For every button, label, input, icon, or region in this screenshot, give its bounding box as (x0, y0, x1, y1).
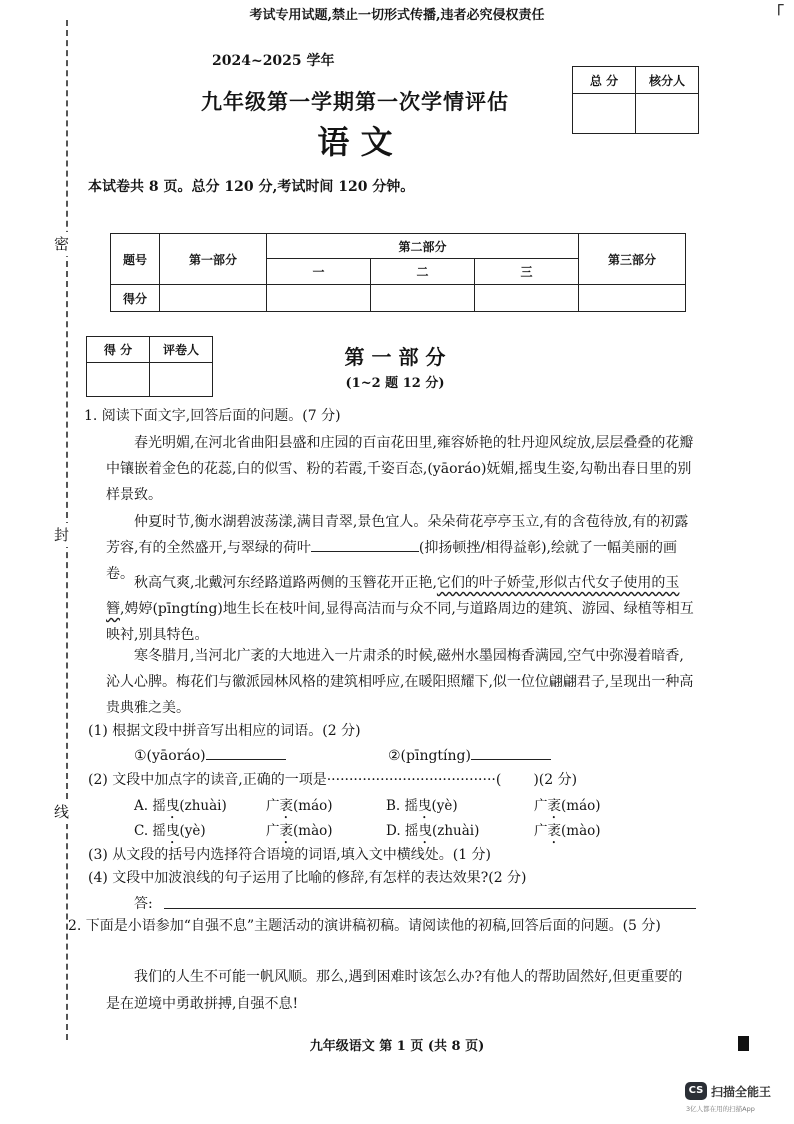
corner-mark: 「 (768, 3, 785, 22)
q1-sub1-a (134, 745, 286, 767)
q1-fill-blank[interactable] (311, 551, 419, 552)
scanner-tagline: 3亿人都在用的扫描App (686, 1105, 755, 1113)
q2-stem: 2. 下面是小语参加“自强不息”主题活动的演讲稿初稿。请阅读他的初稿,回答后面的问题。(5 分) (68, 918, 661, 934)
score-cell-part2-1[interactable] (267, 285, 371, 312)
checker-cell[interactable] (636, 94, 699, 134)
q1-option-c-b: 广袤(mào) (266, 823, 333, 839)
q1-answer-line[interactable] (164, 908, 696, 909)
scanner-logo-icon: CS (685, 1082, 707, 1100)
q1-option-b[interactable]: B. 摇曳(yè) (386, 798, 458, 814)
score-table (110, 233, 686, 312)
part2-header: 第二部分 (267, 234, 579, 259)
grader-box (86, 336, 213, 397)
scanner-name: 扫描全能王 (711, 1085, 772, 1099)
grader-name-cell[interactable] (150, 363, 213, 397)
grader-score-cell[interactable] (87, 363, 150, 397)
exam-notice: 考试专用试题,禁止一切形式传播,违者必究侵权责任 (249, 8, 545, 23)
q1-sub1-b-pinyin: ②(pīngtíng) (388, 748, 471, 764)
q1-para2-text-b: (抑扬顿挫/相得益彰),绘就了一幅美丽的画卷。 (106, 540, 677, 582)
q1-sub3: (3) 从文段的括号内选择符合语境的词语,填入文中横线处。(1 分) (88, 847, 492, 863)
q1-sub1-a-pinyin: ①(yāoráo) (134, 748, 206, 764)
score-cell-part2-2[interactable] (371, 285, 475, 312)
q1-option-b-b: 广袤(máo) (534, 798, 601, 814)
q1-sub1-b (388, 745, 551, 767)
score-cell-part2-3[interactable] (475, 285, 579, 312)
question-no-header: 题号 (111, 234, 160, 285)
q1-para3 (106, 570, 696, 648)
part1-header: 第一部分 (160, 234, 267, 285)
q1-para4: 寒冬腊月,当河北广袤的大地进入一片肃杀的时候,磁州水墨园梅香满园,空气中弥漫着暗香,沁人心脾。梅花们与徽派园林风格的建筑相呼应,在暖阳照耀下,似一位位翩翩君子,呈现出一种高贵典雅之美。 (106, 648, 694, 716)
part3-header: 第三部分 (579, 234, 686, 285)
q1-option-a[interactable]: A. 摇曳(zhuài) (134, 798, 227, 814)
q1-option-a-b: 广袤(máo) (266, 798, 333, 814)
grader-label: 评卷人 (150, 337, 213, 363)
part2-sub-1: 一 (267, 259, 371, 285)
q1-sub1-a-blank[interactable] (206, 759, 286, 760)
side-label-feng: 封 (54, 523, 69, 547)
section-title: 第 一 部 分 (344, 345, 446, 369)
section-subtitle: (1~2 题 12 分) (345, 376, 445, 391)
q1-sub2-score: )(2 分) (533, 772, 578, 788)
checker-label: 核分人 (636, 67, 699, 94)
total-score-box (572, 66, 699, 134)
q1-sub1-b-blank[interactable] (471, 759, 551, 760)
exam-instructions: 本试卷共 8 页。总分 120 分,考试时间 120 分钟。 (88, 179, 415, 195)
side-label-xian: 线 (54, 800, 69, 824)
q1-para1: 春光明媚,在河北省曲阳县盛和庄园的百亩花田里,雍容娇艳的牡丹迎风绽放,层层叠叠的花瓣中镶嵌着金色的花蕊,白的似雪、粉的若霞,千姿百态,(yāoráo)妩媚,摇曳生姿,勾勒出春日里的别样景致。 (106, 435, 694, 503)
q1-para3-text-a: 秋高气爽,北戴河东经路道路两侧的玉簪花开正艳, (134, 575, 437, 591)
exam-title: 九年级第一学期第一次学情评估 (201, 89, 509, 114)
school-year: 2024~2025 学年 (212, 53, 335, 69)
q1-option-d[interactable]: D. 摇曳(zhuài) (386, 823, 480, 839)
total-score-cell[interactable] (573, 94, 636, 134)
q1-para2-text-a: 仲夏时节,衡水湖碧波荡漾,满目青翠,景色宜人。朵朵荷花亭亭玉立,有的含苞待放,有的初露芳容,有的全然盛开,与翠绿的荷叶 (106, 514, 689, 556)
q1-sub2 (88, 769, 577, 791)
total-label: 总 分 (573, 67, 636, 94)
score-row-label: 得分 (111, 285, 160, 312)
subject-title: 语 文 (317, 123, 393, 161)
page-footer: 九年级语文 第 1 页 (共 8 页) (309, 1039, 485, 1054)
q1-sub1: (1) 根据文段中拼音写出相应的词语。(2 分) (88, 723, 361, 739)
part2-sub-3: 三 (475, 259, 579, 285)
q2-para1: 我们的人生不可能一帆风顺。那么,遇到困难时该怎么办?有他人的帮助固然好,但更重要的是在逆境中勇敢拼搏,自强不息! (106, 969, 683, 1012)
q1-sub4: (4) 文段中加波浪线的句子运用了比喻的修辞,有怎样的表达效果?(2 分) (88, 870, 527, 886)
registration-mark (738, 1036, 749, 1051)
q1-para3-text-b: ,娉婷(pīngtíng)地生长在枝叶间,显得高洁而与众不同,与道路周边的建筑、游园、绿植等相互映衬,别具特色。 (106, 601, 694, 643)
score-cell-part3[interactable] (579, 285, 686, 312)
grader-score-label: 得 分 (87, 337, 150, 363)
q1-wavy-sentence: 它们的叶子娇莹,形似古代女子使用的玉簪 (106, 575, 680, 617)
q1-option-d-b: 广袤(mào) (534, 823, 601, 839)
score-cell-part1[interactable] (160, 285, 267, 312)
q1-stem: 1. 阅读下面文字,回答后面的问题。(7 分) (84, 408, 341, 424)
side-label-mi: 密 (54, 232, 69, 256)
q1-sub2-text: (2) 文段中加点字的读音,正确的一项是······································( (88, 772, 502, 788)
part2-sub-2: 二 (371, 259, 475, 285)
q1-answer-label: 答: (134, 896, 153, 912)
q1-option-c[interactable]: C. 摇曳(yè) (134, 823, 206, 839)
